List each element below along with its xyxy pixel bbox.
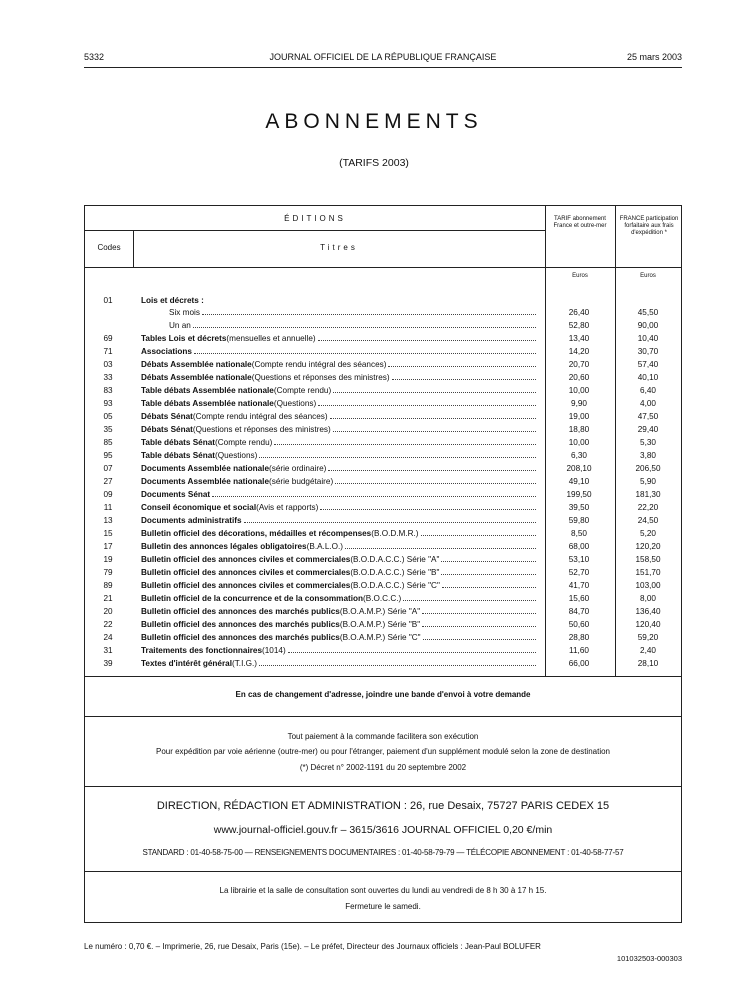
dot-leader — [318, 332, 536, 341]
row-title — [141, 358, 537, 371]
row-divider — [85, 871, 681, 872]
row-code: 17 — [103, 542, 113, 551]
row-title-detail: (Questions et réponses des ministres) — [192, 425, 331, 434]
table-row — [84, 345, 682, 358]
row-france-value: 8,00 — [640, 594, 656, 603]
row-tarif-value: 59,80 — [568, 516, 590, 525]
row-title-bold: Table débats Assemblée nationale — [141, 399, 274, 408]
row-divider — [85, 230, 545, 231]
row-france-value: 57,40 — [637, 360, 659, 369]
unit-euros: Euros — [572, 273, 588, 279]
row-france-value: 24,50 — [637, 516, 659, 525]
row-title — [141, 644, 537, 657]
row-title — [141, 579, 537, 592]
dot-leader — [328, 462, 536, 471]
row-title-detail: (B.O.C.C.) — [363, 594, 402, 603]
row-tarif-value: 50,60 — [568, 620, 590, 629]
row-title-detail: (B.O.D.A.C.C.) Série "C" — [350, 581, 440, 590]
row-title-detail: Six mois — [169, 308, 200, 317]
row-tarif-value: 39,50 — [568, 503, 590, 512]
dot-leader — [330, 410, 536, 419]
row-divider — [85, 786, 681, 787]
row-code: 15 — [103, 529, 113, 538]
row-code: 85 — [103, 438, 113, 447]
phone-line: STANDARD : 01-40-58-75-00 — RENSEIGNEMENTS DOCUMENTAIRES : 01-40-58-79-79 — TÉLÉCOPIE ABONNEMENT : 01-40-58-77-57 — [142, 848, 624, 857]
row-title-bold: Documents Sénat — [141, 490, 211, 499]
row-code: 11 — [103, 503, 113, 512]
row-france-value: 158,50 — [635, 555, 661, 564]
table-row — [84, 410, 682, 423]
row-title-bold: Table débats Sénat — [141, 438, 216, 447]
row-title-bold: Débats Sénat — [141, 412, 193, 421]
table-row — [84, 501, 682, 514]
row-title-bold: Débats Sénat — [141, 425, 193, 434]
dot-leader — [422, 605, 536, 614]
row-france-value: 10,40 — [637, 334, 659, 343]
row-title — [141, 592, 537, 605]
table-row — [84, 397, 682, 410]
row-code: 07 — [103, 464, 113, 473]
address-change-notice: En cas de changement d'adresse, joindre une bande d'envoi à votre demande — [235, 690, 531, 699]
row-title — [141, 631, 537, 644]
row-code: 20 — [103, 607, 113, 616]
page-footer — [84, 942, 682, 963]
row-code: 33 — [103, 373, 113, 382]
row-tarif-value: 8,50 — [571, 529, 587, 538]
row-tarif-value: 9,90 — [571, 399, 587, 408]
page-number: 5332 — [84, 52, 105, 62]
row-divider — [85, 267, 681, 268]
row-france-value: 103,00 — [635, 581, 661, 590]
row-title — [141, 475, 537, 488]
row-tarif-value: 26,40 — [568, 308, 590, 317]
footer-code: 101032503-000303 — [616, 954, 682, 963]
page-subtitle: (TARIFS 2003) — [339, 157, 409, 169]
dot-leader — [423, 631, 536, 640]
row-title — [141, 423, 537, 436]
row-title-bold: Associations — [141, 347, 192, 356]
dot-leader — [335, 475, 536, 484]
dot-leader — [442, 579, 536, 588]
row-tarif-value: 84,70 — [568, 607, 590, 616]
row-tarif-value: 66,00 — [568, 659, 590, 668]
row-title-detail: (B.A.L.O.) — [306, 542, 344, 551]
row-france-value: 6,40 — [640, 386, 656, 395]
row-france-value: 151,70 — [635, 568, 661, 577]
row-title — [141, 462, 537, 475]
payment-note-1: Tout paiement à la commande facilitera son exécution — [287, 732, 479, 741]
row-divider — [85, 676, 681, 677]
row-france-value: 59,20 — [637, 633, 659, 642]
row-title-bold: Table débats Sénat — [141, 451, 216, 460]
table-row — [84, 553, 682, 566]
table-row — [84, 423, 682, 436]
row-code: 39 — [103, 659, 113, 668]
row-code: 22 — [103, 620, 113, 629]
dot-leader — [392, 371, 536, 380]
row-title-detail: (Questions) — [273, 399, 317, 408]
row-title-bold: Documents administratifs — [141, 516, 242, 525]
row-title-bold: Bulletin officiel des annonces civiles et commerciales — [141, 568, 351, 577]
dot-leader — [421, 527, 536, 536]
tarif-heading: TARIF abonnement France et outre-mer — [553, 216, 607, 230]
row-title-bold: Tables Lois et décrets — [141, 334, 227, 343]
dot-leader — [193, 319, 536, 328]
row-code: 01 — [103, 296, 113, 305]
row-france-value: 4,00 — [640, 399, 656, 408]
website-line: www.journal-officiel.gouv.fr – 3615/3616 JOURNAL OFFICIEL 0,20 €/min — [213, 824, 553, 836]
row-tarif-value: 18,80 — [568, 425, 590, 434]
row-title-detail: (Compte rendu) — [273, 386, 332, 395]
row-code: 79 — [103, 568, 113, 577]
row-title-detail: (Compte rendu) — [215, 438, 273, 447]
row-tarif-value: 20,60 — [568, 373, 590, 382]
row-code: 93 — [103, 399, 113, 408]
row-title — [141, 436, 537, 449]
dot-leader — [288, 644, 536, 653]
dot-leader — [244, 514, 536, 523]
row-title-detail: (B.O.D.A.C.C.) Série "B" — [350, 568, 440, 577]
row-tarif-value: 15,60 — [568, 594, 590, 603]
row-france-value: 22,20 — [637, 503, 659, 512]
page-title: ABONNEMENTS — [265, 110, 483, 133]
table-row — [84, 605, 682, 618]
row-code: 05 — [103, 412, 113, 421]
row-tarif-value: 68,00 — [568, 542, 590, 551]
row-france-value: 2,40 — [640, 646, 656, 655]
row-tarif-value: 52,80 — [568, 321, 590, 330]
row-title-bold: Documents Assemblée nationale — [141, 464, 270, 473]
row-title — [141, 527, 537, 540]
codes-heading: Codes — [97, 243, 121, 252]
row-title-detail: (Avis et rapports) — [256, 503, 319, 512]
row-code: 03 — [103, 360, 113, 369]
row-france-value: 5,20 — [640, 529, 656, 538]
row-title-bold: Bulletin officiel des annonces civiles et commerciales — [141, 555, 351, 564]
table-row — [84, 449, 682, 462]
row-title-bold: Bulletin officiel de la concurrence et de la consommation — [141, 594, 364, 603]
row-title-detail: (mensuelles et annuelle) — [226, 334, 316, 343]
dot-leader — [318, 397, 536, 406]
row-france-value: 5,90 — [640, 477, 656, 486]
row-france-value: 30,70 — [637, 347, 659, 356]
table-row — [84, 332, 682, 345]
row-title-detail: (B.O.A.M.P.) Série "B" — [339, 620, 421, 629]
table-row — [84, 475, 682, 488]
decree-note: (*) Décret n° 2002-1191 du 20 septembre 2002 — [299, 763, 467, 772]
row-title-detail: (série budgétaire) — [269, 477, 334, 486]
row-title-detail: (T.I.G.) — [231, 659, 257, 668]
row-tarif-value: 49,10 — [568, 477, 590, 486]
row-title-detail: (série ordinaire) — [269, 464, 327, 473]
row-title — [141, 384, 537, 397]
row-tarif-value: 199,50 — [566, 490, 592, 499]
table-row — [84, 436, 682, 449]
dot-leader — [259, 657, 536, 666]
row-title — [141, 501, 537, 514]
row-title-detail: (Questions et réponses des ministres) — [251, 373, 390, 382]
row-code: 71 — [103, 347, 113, 356]
dot-leader — [202, 306, 536, 315]
row-title — [141, 345, 537, 358]
table-row — [84, 514, 682, 527]
table-row — [84, 618, 682, 631]
row-title-detail: Un an — [169, 321, 191, 330]
table-row — [84, 306, 682, 319]
row-code: 89 — [103, 581, 113, 590]
dot-leader — [274, 436, 536, 445]
row-tarif-value: 10,00 — [568, 386, 590, 395]
row-title-bold: Débats Assemblée nationale — [141, 373, 252, 382]
table-row — [84, 592, 682, 605]
dot-leader — [333, 423, 536, 432]
row-title — [141, 657, 537, 670]
dot-leader — [333, 384, 536, 393]
row-title — [141, 566, 537, 579]
row-title — [141, 488, 537, 501]
row-france-value: 28,10 — [637, 659, 659, 668]
row-france-value: 40,10 — [637, 373, 659, 382]
row-title-bold: Bulletin officiel des annonces des marchés publics — [141, 607, 340, 616]
row-france-value: 120,40 — [635, 620, 661, 629]
table-row — [84, 527, 682, 540]
dot-leader — [212, 488, 536, 497]
row-title-bold: Bulletin officiel des annonces des marchés publics — [141, 620, 340, 629]
table-row — [84, 371, 682, 384]
row-france-value: 120,20 — [635, 542, 661, 551]
row-tarif-value: 19,00 — [568, 412, 590, 421]
row-title-bold: Textes d'intérêt général — [141, 659, 232, 668]
row-title — [141, 410, 537, 423]
row-tarif-value: 20,70 — [568, 360, 590, 369]
row-title-bold: Bulletin officiel des décorations, médailles et récompenses — [141, 529, 372, 538]
row-title-bold: Traitements des fonctionnaires — [141, 646, 263, 655]
dot-leader — [259, 449, 536, 458]
row-france-value: 206,50 — [635, 464, 661, 473]
dot-leader — [194, 345, 536, 354]
row-tarif-value: 208,10 — [566, 464, 592, 473]
footer-text: Le numéro : 0,70 €. – Imprimerie, 26, rue Desaix, Paris (15e). – Le préfet, Directeur des Journaux officiels : Jean-Paul BOLUFER — [84, 942, 541, 951]
row-france-value: 5,30 — [640, 438, 656, 447]
row-code: 09 — [103, 490, 113, 499]
row-code: 95 — [103, 451, 113, 460]
table-row — [84, 358, 682, 371]
row-france-value: 90,00 — [637, 321, 659, 330]
row-tarif-value: 41,70 — [568, 581, 590, 590]
dot-leader — [422, 618, 536, 627]
row-code: 21 — [103, 594, 113, 603]
row-title-detail: (B.O.A.M.P.) Série "C" — [339, 633, 421, 642]
row-title-detail: (Compte rendu intégral des séances) — [192, 412, 328, 421]
dot-leader — [403, 592, 536, 601]
row-title-detail: (1014) — [262, 646, 286, 655]
direction-address: DIRECTION, RÉDACTION ET ADMINISTRATION : 26, rue Desaix, 75727 PARIS CEDEX 15 — [156, 800, 610, 812]
editions-heading: ÉDITIONS — [284, 214, 346, 223]
table-row — [84, 644, 682, 657]
library-closed: Fermeture le samedi. — [345, 902, 421, 911]
payment-note-2: Pour expédition par voie aérienne (outre-mer) ou pour l'étranger, paiement d'un supplément modulé selon la zone de destination — [155, 747, 610, 756]
row-code: 19 — [103, 555, 113, 564]
row-code: 27 — [103, 477, 113, 486]
row-tarif-value: 52,70 — [568, 568, 590, 577]
unit-euros: Euros — [640, 273, 656, 279]
row-france-value: 29,40 — [637, 425, 659, 434]
row-code: 13 — [103, 516, 113, 525]
row-title-bold: Débats Assemblée nationale — [141, 360, 252, 369]
table-row — [84, 540, 682, 553]
table-row — [84, 488, 682, 501]
row-tarif-value: 11,60 — [569, 646, 589, 655]
row-divider — [85, 716, 681, 717]
row-title-detail: (B.O.D.M.R.) — [371, 529, 419, 538]
row-title-detail: (B.O.D.A.C.C.) Série "A" — [350, 555, 440, 564]
dot-leader — [320, 501, 536, 510]
journal-name: JOURNAL OFFICIEL DE LA RÉPUBLIQUE FRANÇAISE — [269, 52, 497, 62]
table-row — [84, 579, 682, 592]
row-code: 31 — [103, 646, 113, 655]
row-title-bold: Bulletin officiel des annonces civiles et commerciales — [141, 581, 351, 590]
row-code: 24 — [103, 633, 113, 642]
row-france-value: 136,40 — [635, 607, 661, 616]
row-title-bold: Table débats Assemblée nationale — [141, 386, 274, 395]
row-tarif-value: 13,40 — [568, 334, 590, 343]
dot-leader — [345, 540, 536, 549]
row-title — [141, 332, 537, 345]
row-code: 35 — [103, 425, 113, 434]
row-france-value: 181,30 — [635, 490, 661, 499]
row-tarif-value: 10,00 — [568, 438, 590, 447]
row-france-value: 47,50 — [637, 412, 659, 421]
table-row — [84, 566, 682, 579]
row-title-detail: (Questions) — [215, 451, 258, 460]
france-heading: FRANCE participation forfaitaire aux frais d'expédition * — [619, 216, 679, 237]
row-title-bold: Bulletin officiel des annonces des marchés publics — [141, 633, 340, 642]
dot-leader — [441, 566, 536, 575]
table-row — [84, 462, 682, 475]
row-title — [141, 514, 537, 527]
row-title — [169, 306, 537, 319]
row-title — [141, 605, 537, 618]
row-title-bold: Bulletin des annonces légales obligatoires — [141, 542, 307, 551]
row-tarif-value: 6,30 — [571, 451, 587, 460]
row-tarif-value: 14,20 — [568, 347, 590, 356]
table-row — [84, 657, 682, 670]
row-title — [141, 540, 537, 553]
row-title-bold: Lois et décrets : — [141, 296, 204, 305]
row-title — [169, 319, 537, 332]
row-title — [141, 553, 537, 566]
issue-date: 25 mars 2003 — [626, 52, 682, 62]
row-title-detail: (Compte rendu intégral des séances) — [251, 360, 387, 369]
row-title-bold: Documents Assemblée nationale — [141, 477, 270, 486]
row-tarif-value: 28,80 — [568, 633, 590, 642]
table-row — [84, 384, 682, 397]
row-france-value: 45,50 — [637, 308, 659, 317]
row-france-value: 3,80 — [640, 451, 656, 460]
row-title — [141, 449, 537, 462]
table-row — [84, 319, 682, 332]
row-code: 83 — [103, 386, 113, 395]
library-hours: La librairie et la salle de consultation sont ouvertes du lundi au vendredi de 8 h 30 à 17 h 15. — [219, 886, 547, 895]
row-code: 69 — [103, 334, 113, 343]
page-header — [84, 52, 682, 66]
dot-leader — [388, 358, 536, 367]
titres-heading: Titres — [320, 243, 358, 252]
row-title-detail: (B.O.A.M.P.) Série "A" — [339, 607, 421, 616]
row-title — [141, 397, 537, 410]
header-rule — [84, 67, 682, 68]
row-title — [141, 371, 537, 384]
row-title-bold: Conseil économique et social — [141, 503, 257, 512]
row-title — [141, 618, 537, 631]
row-tarif-value: 53,10 — [568, 555, 590, 564]
table-row — [84, 631, 682, 644]
dot-leader — [441, 553, 536, 562]
